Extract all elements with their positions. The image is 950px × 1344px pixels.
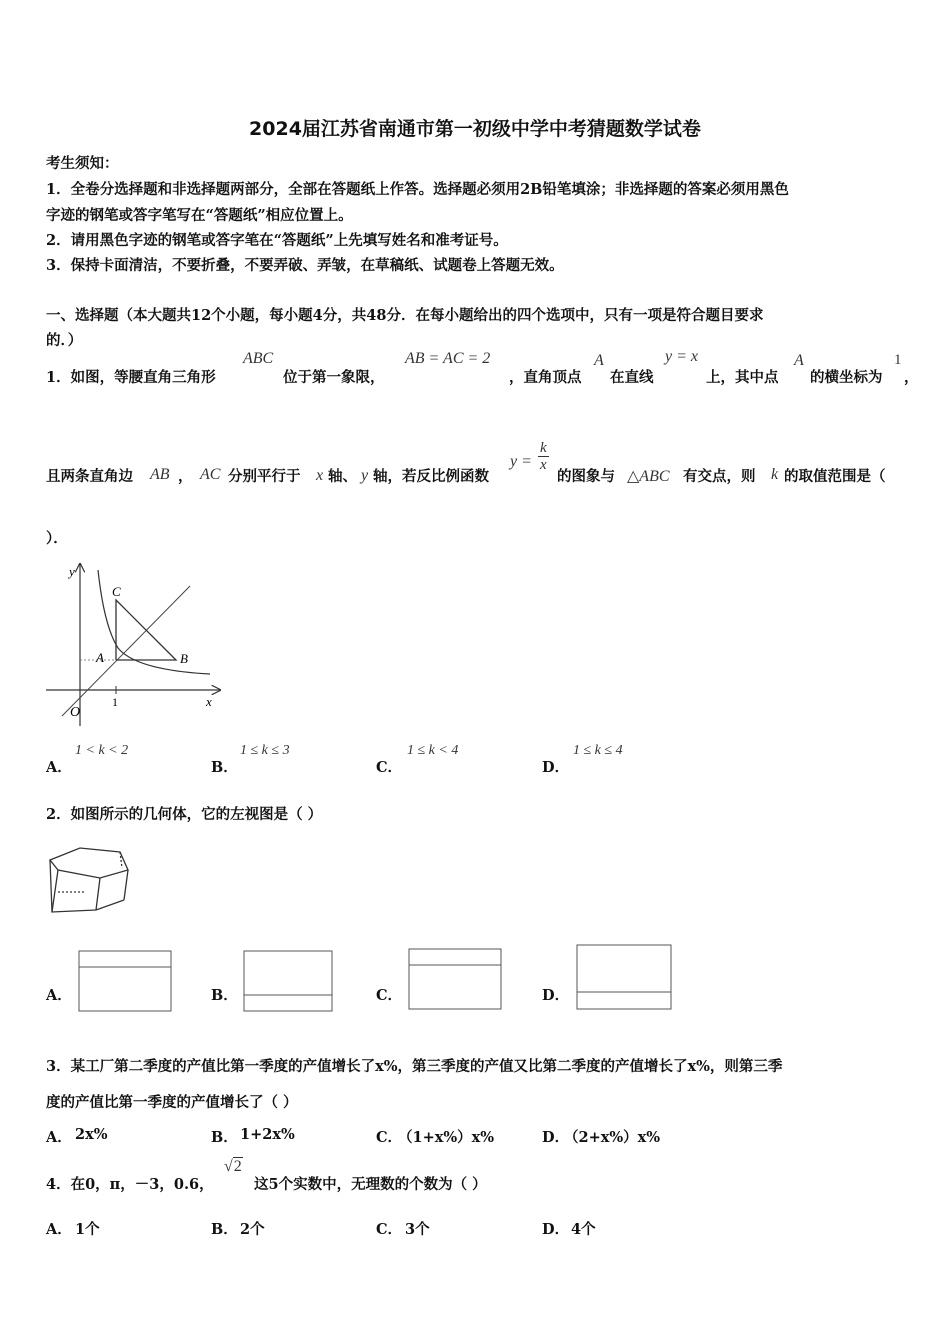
q2-option-c-view[interactable] — [408, 948, 502, 1010]
q1-text-3: ，直角顶点 — [509, 369, 582, 386]
q1-text-8: 且两条直角边 — [46, 468, 133, 485]
q1-math-triangle: △ABC — [627, 468, 670, 485]
page-title: 2024届江苏省南通市第一初级中学中考猜题数学试卷 — [249, 118, 701, 140]
q1-text-5: 上，其中点 — [706, 369, 779, 386]
q1-figure — [40, 556, 230, 731]
q1-text-12: 轴，若反比例函数 — [373, 468, 489, 485]
q3-line-2: 度的产值比第一季度的产值增长了（ ） — [46, 1094, 298, 1111]
q1-text-6: 的横坐标为 — [810, 369, 883, 386]
q4-sqrt-radicand: 2 — [233, 1158, 242, 1175]
q1-text-11: 轴、 — [328, 468, 357, 485]
sqrt-sign-icon: √ — [224, 1158, 233, 1175]
q1-option-a-letter: A． — [46, 759, 72, 776]
q1-math-yeq: y = — [510, 453, 532, 470]
q1-option-b-letter: B． — [211, 759, 238, 776]
q4-option-a-letter: A． — [46, 1221, 72, 1238]
q1-math-one: 1 — [894, 352, 902, 368]
q1-text-1: 1．如图，等腰直角三角形 — [46, 369, 216, 386]
q3-option-d-value: （2+x%）x% — [564, 1129, 661, 1146]
q1-text-7: ， — [904, 369, 919, 386]
q4-option-a-value: 1个 — [75, 1221, 100, 1238]
q1-math-ab: AB — [150, 466, 170, 483]
q1-math-yx: y = x — [665, 348, 698, 365]
label-y: y — [69, 564, 75, 579]
q2-option-c-letter: C． — [376, 987, 403, 1004]
q1-math-k: k — [771, 466, 779, 483]
q1-math-ab-ac: AB = AC = 2 — [405, 350, 491, 367]
q2-option-b-view[interactable] — [243, 950, 333, 1012]
q4-text-2: 这5个实数中，无理数的个数为（ ） — [254, 1176, 487, 1193]
label-one: 1 — [112, 695, 118, 709]
q4-sqrt — [224, 1158, 243, 1176]
section1-line2: 的．） — [46, 332, 83, 349]
q1-option-a-value: 1 < k < 2 — [75, 743, 129, 758]
q1-text-4: 在直线 — [610, 369, 654, 386]
q2-option-d-view[interactable] — [576, 944, 672, 1010]
q1-text-13: 的图象与 — [557, 468, 615, 485]
q4-option-b-letter: B． — [211, 1221, 238, 1238]
q3-option-a-value: 2x% — [75, 1126, 108, 1143]
q2-option-a-letter: A． — [46, 987, 72, 1004]
q3-option-c-letter: C． — [376, 1129, 403, 1146]
q1-fraction-denominator: x — [540, 457, 547, 473]
q1-math-a2: A — [794, 352, 804, 369]
q1-math-a1: A — [594, 352, 604, 369]
notice-item-1a: 1．全卷分选择题和非选择题两部分，全部在答题纸上作答。选择题必须用2B铅笔填涂；非选择题的答案必须用黑色 — [46, 181, 789, 198]
q1-text-15: 的取值范围是（ — [784, 468, 886, 485]
q1-option-b-value: 1 ≤ k ≤ 3 — [240, 743, 290, 758]
q4-text-1: 4．在0，π，－3，0.6， — [46, 1176, 214, 1193]
q1-text-16: ）． — [46, 530, 68, 547]
q4-option-c-value: 3个 — [405, 1221, 430, 1238]
notice-heading: 考生须知： — [46, 155, 119, 172]
q1-text-10: 分别平行于 — [228, 468, 301, 485]
notice-item-1b: 字迹的钢笔或答字笔写在“答题纸”相应位置上。 — [46, 207, 353, 224]
q2-option-a-view[interactable] — [78, 950, 172, 1012]
q4-option-c-letter: C． — [376, 1221, 403, 1238]
q1-math-y: y — [361, 467, 369, 484]
q1-text-9: ， — [178, 468, 193, 485]
q3-option-b-value: 1+2x% — [240, 1126, 295, 1143]
q1-option-c-value: 1 ≤ k < 4 — [407, 743, 459, 758]
label-a: A — [96, 650, 104, 665]
q3-option-d-letter: D． — [542, 1129, 570, 1146]
label-c: C — [112, 584, 121, 599]
q3-option-b-letter: B． — [211, 1129, 238, 1146]
q1-text-2: 位于第一象限， — [283, 369, 385, 386]
q4-option-b-value: 2个 — [240, 1221, 265, 1238]
q2-option-d-letter: D． — [542, 987, 570, 1004]
notice-item-2: 2．请用黑色字迹的钢笔或答字笔在“答题纸”上先填写姓名和准考证号。 — [46, 232, 508, 249]
q1-fraction — [538, 440, 549, 473]
q2-solid-figure — [44, 842, 134, 918]
line-y-equals-x — [62, 586, 190, 716]
q1-option-d-value: 1 ≤ k ≤ 4 — [573, 743, 623, 758]
label-x: x — [206, 694, 212, 709]
q3-line-1: 3．某工厂第二季度的产值比第一季度的产值增长了x%，第三季度的产值又比第二季度的产值增长了x%，则第三季 — [46, 1058, 783, 1075]
q1-math-x: x — [316, 467, 324, 484]
q1-fraction-numerator: k — [540, 440, 547, 456]
q2-option-b-letter: B． — [211, 987, 238, 1004]
notice-item-3: 3．保持卡面清洁，不要折叠，不要弄破、弄皱，在草稿纸、试题卷上答题无效。 — [46, 257, 564, 274]
q1-math-abc: ABC — [243, 350, 274, 367]
q4-option-d-value: 4个 — [571, 1221, 596, 1238]
q1-option-d-letter: D． — [542, 759, 570, 776]
q3-option-c-value: （1+x%）x% — [398, 1129, 495, 1146]
q4-option-d-letter: D． — [542, 1221, 570, 1238]
label-o: O — [70, 705, 81, 720]
q2-text: 2．如图所示的几何体，它的左视图是（ ） — [46, 806, 323, 823]
q3-option-a-letter: A． — [46, 1129, 72, 1146]
q1-math-ac: AC — [200, 466, 221, 483]
q1-option-c-letter: C． — [376, 759, 403, 776]
q1-text-14: 有交点，则 — [683, 468, 756, 485]
label-b: B — [180, 651, 188, 666]
section1-line1: 一、选择题（本大题共12个小题，每小题4分，共48分．在每小题给出的四个选项中，只有一项是符合题目要求 — [46, 307, 764, 324]
